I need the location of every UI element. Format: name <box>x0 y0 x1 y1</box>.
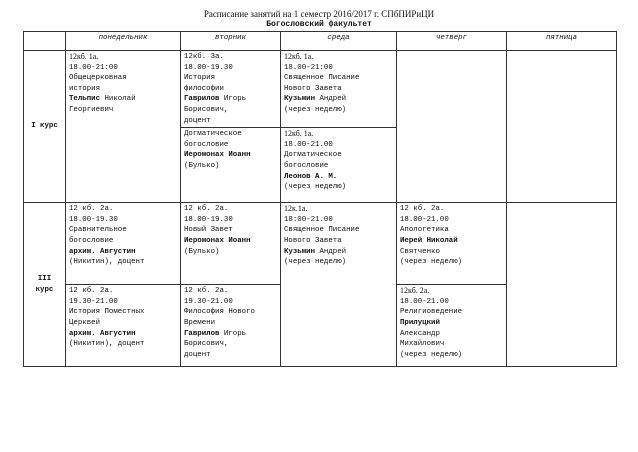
course1-friday-empty <box>507 51 617 203</box>
course1-tuesday-lesson-a: 12кб. 3а. 18.00-19.30 История философии Гаврилов Игорь Борисович, доцент <box>181 51 281 128</box>
day-header-friday: пятница <box>507 32 617 51</box>
document-title: Расписание занятий на 1 семестр 2016/2017 г. СПбПИРиЦИ <box>203 9 435 19</box>
course3-friday-empty <box>507 203 617 367</box>
schedule-table <box>23 31 617 367</box>
course3-label: III курс <box>24 203 66 367</box>
day-header-tuesday: вторник <box>181 32 281 51</box>
course3-thursday-lesson-a: 12 кб. 2а. 18.00-21.00 Апологетика Иерей Николай Святченко (через неделю) <box>397 203 507 285</box>
course1-thursday-empty <box>397 51 507 203</box>
course1-wednesday-lesson-a: 12кб. 1а. 18.00-21:00 Священное Писание Нового Завета Кузьмин Андрей (через неделю) <box>281 51 397 128</box>
day-header-monday: понедельник <box>66 32 181 51</box>
course1-monday-lesson: 12кб. 1а. 18.00-21:00 Общецерковная история Тельпис Николай Георгиевич <box>66 51 181 203</box>
course3-row-a <box>24 203 617 285</box>
faculty-subtitle: Богословский факультет <box>266 20 372 29</box>
course1-wednesday-lesson-b: 12кб. 1а. 18.00-21.00 Догматическое богословие Леонов А. М. (через неделю) <box>281 128 397 203</box>
header-row <box>24 32 617 51</box>
course3-thursday-lesson-b: 12кб. 2а. 18.00-21.00 Религиоведение Прилуцкий Александр Михайлович (через неделю) <box>397 285 507 367</box>
course3-tuesday-lesson-a: 12 кб. 2а. 18.00-19.30 Новый Завет Иеромонах Иоанн (Булько) <box>181 203 281 285</box>
course3-monday-lesson-b: 12 кб. 2а. 19.30-21.00 История Поместных Церквей архим. Августин (Никитин), доцент <box>66 285 181 367</box>
course3-monday-lesson-a: 12 кб. 2а. 18.00-19.30 Сравнительное богословие архим. Августин (Никитин), доцент <box>66 203 181 285</box>
day-header-wednesday: среда <box>281 32 397 51</box>
corner-cell <box>24 32 66 51</box>
course1-label: I курс <box>24 51 66 203</box>
day-header-thursday: четверг <box>397 32 507 51</box>
course1-tuesday-lesson-b: Догматическое богословие Иеромонах Иоанн (Булько) <box>181 128 281 203</box>
course3-wednesday-lesson: 12к.1а. 18:00-21.00 Священное Писание Нового Завета Кузьмин Андрей (через неделю) <box>281 203 397 367</box>
course3-tuesday-lesson-b: 12 кб. 2а. 19.30-21.00 Философия Нового Времени Гаврилов Игорь Борисович, доцент <box>181 285 281 367</box>
course1-row-a <box>24 51 617 128</box>
